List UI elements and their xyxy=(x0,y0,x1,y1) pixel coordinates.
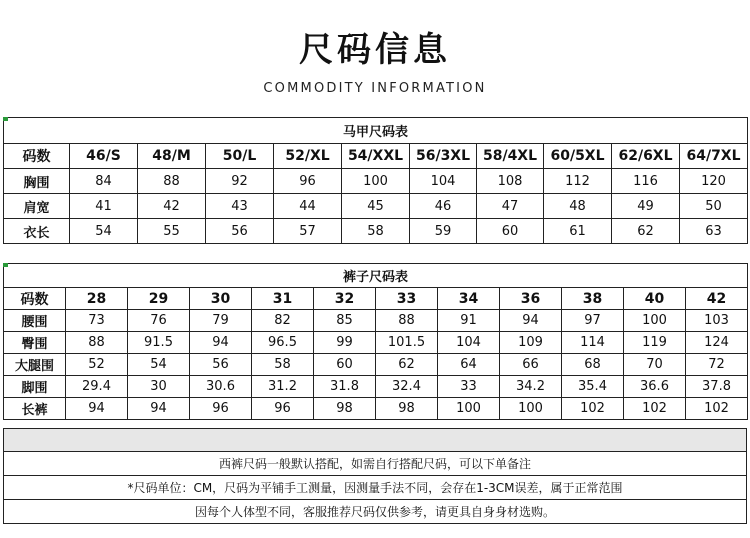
vest-measurement-value: 43 xyxy=(206,194,274,219)
vest-measurement-value: 100 xyxy=(342,169,410,194)
vest-measurement-value: 47 xyxy=(477,194,544,219)
pants-measurement-value: 60 xyxy=(314,354,376,376)
pants-measurement-value: 102 xyxy=(624,398,686,420)
pants-header-row xyxy=(4,288,748,310)
pants-measurement-value: 73 xyxy=(66,310,128,332)
pants-measurement-value: 30.6 xyxy=(190,376,252,398)
pants-size-table xyxy=(3,263,748,420)
pants-size-label: 码数 xyxy=(4,288,66,310)
pants-measurement-value: 98 xyxy=(314,398,376,420)
pants-measurement-value: 33 xyxy=(438,376,500,398)
corner-accent-mark xyxy=(3,263,8,267)
vest-size-table xyxy=(3,117,748,244)
pants-measurement-value: 119 xyxy=(624,332,686,354)
grey-spacer-band xyxy=(3,428,747,451)
note-size-advice: 因每个人体型不同，客服推荐尺码仅供参考，请更具自身身材选购。 xyxy=(4,500,747,524)
pants-table-caption: 裤子尺码表 xyxy=(4,264,748,288)
pants-measurement-label: 长裤 xyxy=(4,398,66,420)
vest-measurement-value: 88 xyxy=(138,169,206,194)
vest-measurement-value: 92 xyxy=(206,169,274,194)
pants-table-row xyxy=(4,376,748,398)
pants-measurement-value: 88 xyxy=(66,332,128,354)
vest-size-column-header: 56/3XL xyxy=(410,144,477,169)
pants-measurement-value: 35.4 xyxy=(562,376,624,398)
note-measurement-unit: *尺码单位：CM，尺码为平铺手工测量，因测量手法不同，会存在1-3CM误差，属于正常范围 xyxy=(4,476,747,500)
pants-measurement-value: 54 xyxy=(128,354,190,376)
pants-measurement-value: 82 xyxy=(252,310,314,332)
pants-measurement-value: 114 xyxy=(562,332,624,354)
vest-table-row xyxy=(4,169,748,194)
pants-measurement-value: 70 xyxy=(624,354,686,376)
pants-measurement-value: 96 xyxy=(190,398,252,420)
vest-measurement-value: 84 xyxy=(70,169,138,194)
vest-measurement-value: 48 xyxy=(544,194,612,219)
pants-measurement-value: 88 xyxy=(376,310,438,332)
vest-measurement-value: 57 xyxy=(274,219,342,244)
vest-measurement-value: 63 xyxy=(680,219,748,244)
vest-measurement-label: 衣长 xyxy=(4,219,70,244)
pants-size-column-header: 30 xyxy=(190,288,252,310)
pants-measurement-label: 脚围 xyxy=(4,376,66,398)
pants-size-column-header: 40 xyxy=(624,288,686,310)
pants-measurement-label: 臀围 xyxy=(4,332,66,354)
pants-measurement-value: 102 xyxy=(562,398,624,420)
vest-measurement-value: 112 xyxy=(544,169,612,194)
pants-measurement-value: 31.2 xyxy=(252,376,314,398)
pants-measurement-value: 56 xyxy=(190,354,252,376)
pants-measurement-value: 62 xyxy=(376,354,438,376)
vest-measurement-value: 45 xyxy=(342,194,410,219)
pants-measurement-value: 109 xyxy=(500,332,562,354)
pants-size-column-header: 32 xyxy=(314,288,376,310)
vest-measurement-value: 55 xyxy=(138,219,206,244)
pants-measurement-value: 94 xyxy=(128,398,190,420)
vest-size-column-header: 54/XXL xyxy=(342,144,410,169)
pants-measurement-value: 36.6 xyxy=(624,376,686,398)
vest-measurement-value: 108 xyxy=(477,169,544,194)
pants-measurement-value: 91 xyxy=(438,310,500,332)
note-default-matching: 西裤尺码一般默认搭配，如需自行搭配尺码，可以下单备注 xyxy=(4,452,747,476)
page-title: 尺码信息 xyxy=(299,30,451,70)
pants-measurement-value: 94 xyxy=(190,332,252,354)
pants-measurement-value: 30 xyxy=(128,376,190,398)
pants-table-row xyxy=(4,310,748,332)
pants-table-row xyxy=(4,398,748,420)
vest-measurement-value: 42 xyxy=(138,194,206,219)
pants-measurement-value: 100 xyxy=(624,310,686,332)
vest-measurement-value: 60 xyxy=(477,219,544,244)
pants-measurement-value: 94 xyxy=(500,310,562,332)
pants-size-column-header: 29 xyxy=(128,288,190,310)
notes-table xyxy=(3,451,747,524)
pants-measurement-value: 104 xyxy=(438,332,500,354)
pants-measurement-value: 68 xyxy=(562,354,624,376)
pants-table-row xyxy=(4,354,748,376)
pants-measurement-label: 大腿围 xyxy=(4,354,66,376)
pants-measurement-value: 72 xyxy=(686,354,748,376)
vest-size-column-header: 62/6XL xyxy=(612,144,680,169)
vest-measurement-value: 104 xyxy=(410,169,477,194)
pants-measurement-value: 94 xyxy=(66,398,128,420)
pants-measurement-value: 76 xyxy=(128,310,190,332)
pants-measurement-value: 85 xyxy=(314,310,376,332)
vest-size-label: 码数 xyxy=(4,144,70,169)
pants-measurement-value: 100 xyxy=(438,398,500,420)
pants-measurement-value: 98 xyxy=(376,398,438,420)
page-subtitle: COMMODITY INFORMATION xyxy=(263,81,487,96)
vest-size-column-header: 50/L xyxy=(206,144,274,169)
pants-measurement-value: 37.8 xyxy=(686,376,748,398)
vest-measurement-value: 61 xyxy=(544,219,612,244)
pants-size-column-header: 38 xyxy=(562,288,624,310)
vest-size-column-header: 52/XL xyxy=(274,144,342,169)
pants-measurement-value: 91.5 xyxy=(128,332,190,354)
vest-measurement-value: 56 xyxy=(206,219,274,244)
pants-measurement-value: 64 xyxy=(438,354,500,376)
vest-measurement-value: 62 xyxy=(612,219,680,244)
pants-size-column-header: 33 xyxy=(376,288,438,310)
pants-measurement-value: 79 xyxy=(190,310,252,332)
pants-table-row xyxy=(4,332,748,354)
vest-measurement-value: 50 xyxy=(680,194,748,219)
pants-measurement-value: 103 xyxy=(686,310,748,332)
vest-table-caption: 马甲尺码表 xyxy=(4,118,748,144)
pants-measurement-value: 31.8 xyxy=(314,376,376,398)
vest-table-row xyxy=(4,219,748,244)
vest-measurement-value: 49 xyxy=(612,194,680,219)
vest-measurement-value: 59 xyxy=(410,219,477,244)
pants-measurement-value: 32.4 xyxy=(376,376,438,398)
vest-measurement-label: 肩宽 xyxy=(4,194,70,219)
pants-measurement-value: 102 xyxy=(686,398,748,420)
pants-measurement-label: 腰围 xyxy=(4,310,66,332)
pants-measurement-value: 96.5 xyxy=(252,332,314,354)
pants-size-column-header: 34 xyxy=(438,288,500,310)
vest-header-row xyxy=(4,144,748,169)
pants-measurement-value: 34.2 xyxy=(500,376,562,398)
pants-size-column-header: 28 xyxy=(66,288,128,310)
corner-accent-mark xyxy=(3,117,8,121)
pants-measurement-value: 66 xyxy=(500,354,562,376)
vest-measurement-value: 116 xyxy=(612,169,680,194)
vest-size-column-header: 58/4XL xyxy=(477,144,544,169)
pants-measurement-value: 52 xyxy=(66,354,128,376)
pants-measurement-value: 96 xyxy=(252,398,314,420)
pants-measurement-value: 124 xyxy=(686,332,748,354)
pants-measurement-value: 29.4 xyxy=(66,376,128,398)
vest-measurement-value: 120 xyxy=(680,169,748,194)
pants-measurement-value: 101.5 xyxy=(376,332,438,354)
vest-size-column-header: 60/5XL xyxy=(544,144,612,169)
vest-measurement-value: 54 xyxy=(70,219,138,244)
vest-table-row xyxy=(4,194,748,219)
vest-measurement-value: 41 xyxy=(70,194,138,219)
vest-measurement-value: 46 xyxy=(410,194,477,219)
pants-measurement-value: 58 xyxy=(252,354,314,376)
vest-measurement-value: 96 xyxy=(274,169,342,194)
pants-size-column-header: 36 xyxy=(500,288,562,310)
pants-size-column-header: 31 xyxy=(252,288,314,310)
vest-measurement-label: 胸围 xyxy=(4,169,70,194)
vest-size-column-header: 48/M xyxy=(138,144,206,169)
vest-size-column-header: 64/7XL xyxy=(680,144,748,169)
pants-measurement-value: 97 xyxy=(562,310,624,332)
pants-size-column-header: 42 xyxy=(686,288,748,310)
vest-measurement-value: 58 xyxy=(342,219,410,244)
vest-size-column-header: 46/S xyxy=(70,144,138,169)
pants-measurement-value: 100 xyxy=(500,398,562,420)
vest-measurement-value: 44 xyxy=(274,194,342,219)
pants-measurement-value: 99 xyxy=(314,332,376,354)
